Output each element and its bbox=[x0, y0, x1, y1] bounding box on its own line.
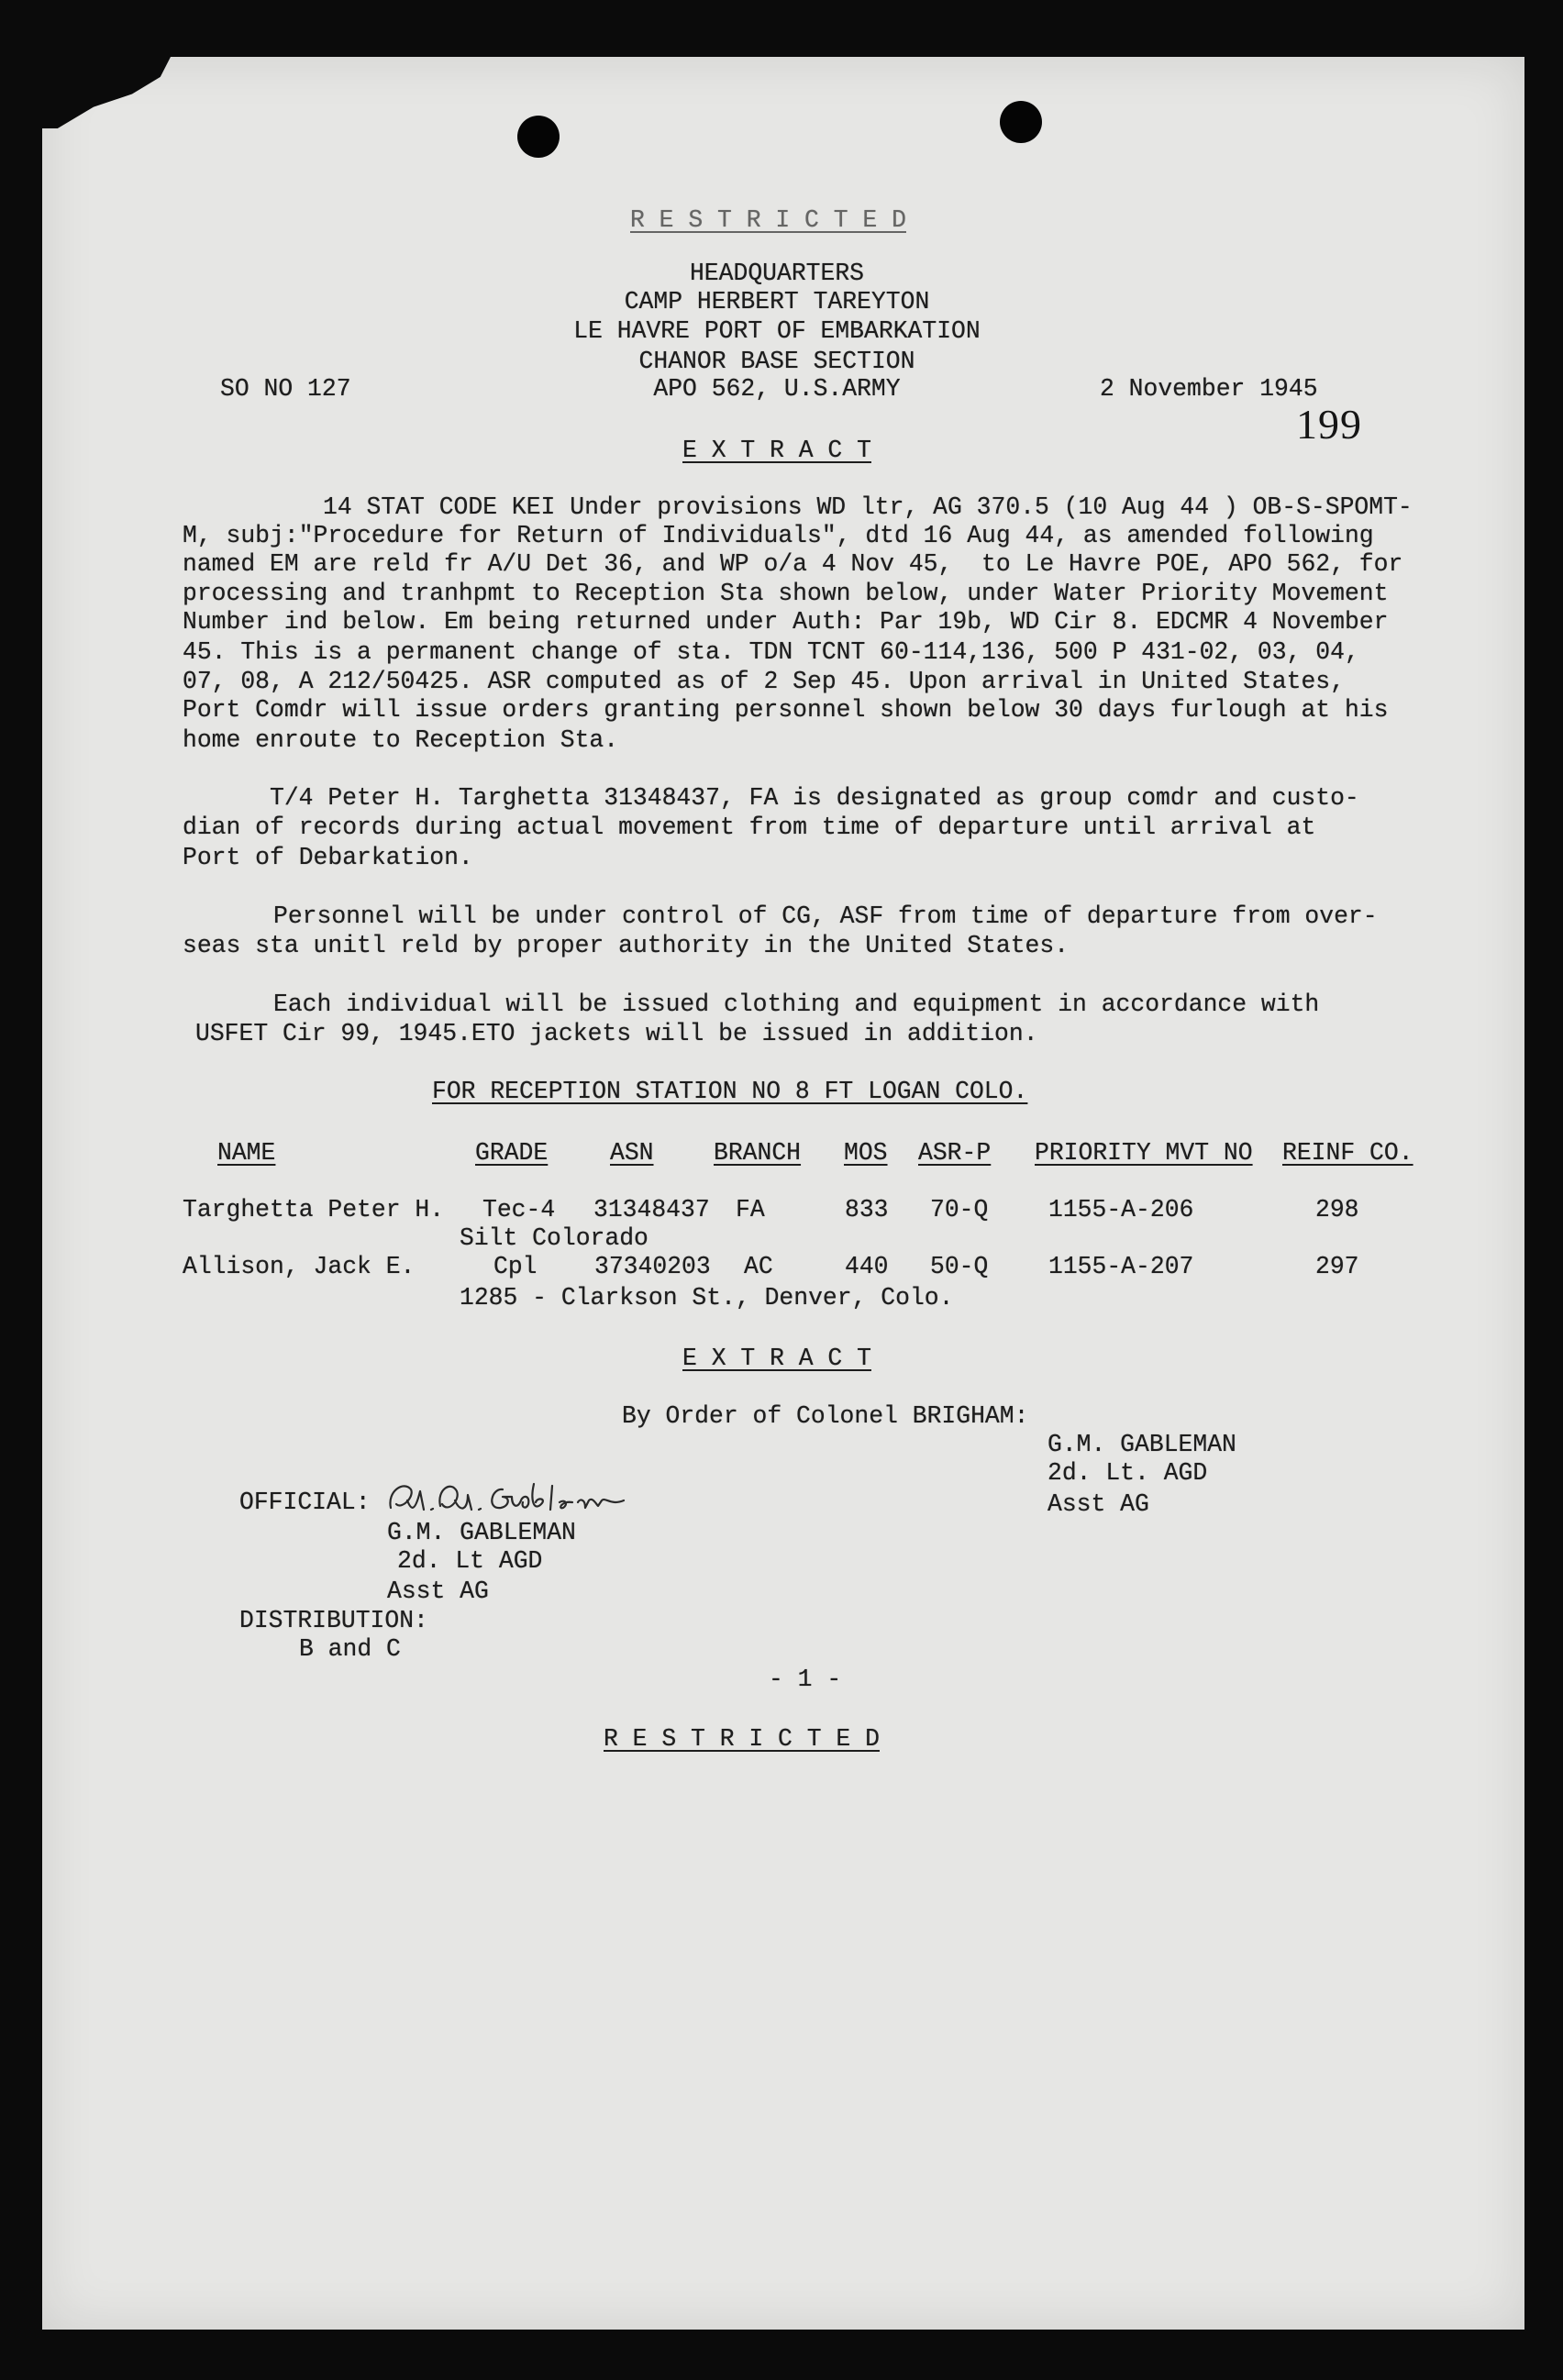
cell-grade: Tec-4 bbox=[482, 1196, 556, 1223]
cell-address: 1285 - Clarkson St., Denver, Colo. bbox=[460, 1284, 954, 1312]
cell-asr-p: 50-Q bbox=[930, 1253, 989, 1280]
paragraph-line: USFET Cir 99, 1945.ETO jackets will be issued in addition. bbox=[195, 1020, 1038, 1047]
paragraph-line: Each individual will be issued clothing and equipment in accordance with bbox=[273, 991, 1320, 1018]
paragraph-line: 07, 08, A 212/50425. ASR computed as of 2 Sep 45. Upon arrival in United States, bbox=[183, 668, 1345, 695]
column-header-reinf-co: REINF CO. bbox=[1282, 1139, 1413, 1167]
page-number: - 1 - bbox=[769, 1666, 842, 1693]
cell-reinf-co: 297 bbox=[1315, 1253, 1359, 1280]
distribution-value: B and C bbox=[299, 1635, 401, 1663]
paragraph-line: processing and tranhpmt to Reception Sta shown below, under Water Priority Movement bbox=[183, 580, 1389, 607]
cell-priority-mvt-no: 1155-A-207 bbox=[1048, 1253, 1194, 1280]
cell-branch: AC bbox=[744, 1253, 773, 1280]
official-name: G.M. GABLEMAN bbox=[387, 1519, 576, 1546]
cell-mos: 833 bbox=[845, 1196, 889, 1223]
cell-priority-mvt-no: 1155-A-206 bbox=[1048, 1196, 1194, 1223]
paragraph-line: seas sta unitl reld by proper authority in the United States. bbox=[183, 932, 1070, 959]
cell-reinf-co: 298 bbox=[1315, 1196, 1359, 1223]
cell-branch: FA bbox=[736, 1196, 765, 1223]
paragraph-line: named EM are reld fr A/U Det 36, and WP o/a 4 Nov 45, to Le Havre POE, APO 562, for bbox=[183, 550, 1403, 578]
signer-title: Asst AG bbox=[1048, 1490, 1149, 1518]
column-header-asn: ASN bbox=[610, 1139, 654, 1167]
paragraph-line: dian of records during actual movement from time of departure until arrival at bbox=[183, 814, 1316, 841]
cell-mos: 440 bbox=[845, 1253, 889, 1280]
header-line: CAMP HERBERT TAREYTON bbox=[624, 288, 930, 315]
classification-bottom: R E S T R I C T E D bbox=[604, 1725, 880, 1753]
order-date: 2 November 1945 bbox=[1100, 375, 1318, 403]
order-number: SO NO 127 bbox=[220, 375, 351, 403]
official-title: Asst AG bbox=[387, 1577, 489, 1605]
paragraph-line: M, subj:"Procedure for Return of Individuals", dtd 16 Aug 44, as amended following bbox=[183, 522, 1374, 549]
by-order-line: By Order of Colonel BRIGHAM: bbox=[622, 1402, 1029, 1430]
signer-name: G.M. GABLEMAN bbox=[1048, 1431, 1236, 1458]
column-header-asr-p: ASR-P bbox=[918, 1139, 992, 1167]
punch-hole-right bbox=[1000, 101, 1042, 143]
cell-asn: 31348437 bbox=[593, 1196, 710, 1223]
apo-line: APO 562, U.S.ARMY bbox=[653, 375, 901, 403]
paragraph-line: 14 STAT CODE KEI Under provisions WD ltr, AG 370.5 (10 Aug 44 ) OB-S-SPOMT- bbox=[323, 493, 1413, 521]
page-stamp-number: 199 bbox=[1296, 401, 1362, 448]
official-label: OFFICIAL: bbox=[239, 1489, 371, 1516]
column-header-grade: GRADE bbox=[475, 1139, 549, 1167]
extract-heading: E X T R A C T bbox=[682, 437, 871, 464]
handwritten-signature bbox=[383, 1473, 631, 1524]
classification-top: R E S T R I C T E D bbox=[630, 206, 906, 234]
punch-hole-left bbox=[517, 116, 560, 158]
paragraph-line: Port of Debarkation. bbox=[183, 844, 473, 871]
distribution-label: DISTRIBUTION: bbox=[239, 1607, 428, 1634]
column-header-mos: MOS bbox=[844, 1139, 888, 1167]
header-line: HEADQUARTERS bbox=[689, 260, 865, 287]
paragraph-line: 45. This is a permanent change of sta. TDN TCNT 60-114,136, 500 P 431-02, 03, 04, bbox=[183, 638, 1359, 666]
extract-footer-heading: E X T R A C T bbox=[682, 1345, 871, 1372]
cell-address: Silt Colorado bbox=[460, 1224, 648, 1252]
paragraph-line: T/4 Peter H. Targhetta 31348437, FA is designated as group comdr and custo- bbox=[270, 784, 1359, 812]
cell-name: Allison, Jack E. bbox=[183, 1253, 416, 1280]
signer-rank: 2d. Lt. AGD bbox=[1048, 1459, 1208, 1487]
paragraph-line: Number ind below. Em being returned under Auth: Par 19b, WD Cir 8. EDCMR 4 November bbox=[183, 608, 1389, 636]
reception-station-heading: FOR RECEPTION STATION NO 8 FT LOGAN COLO. bbox=[432, 1078, 1028, 1105]
column-header-name: NAME bbox=[217, 1139, 276, 1167]
cell-asn: 37340203 bbox=[594, 1253, 711, 1280]
cell-name: Targhetta Peter H. bbox=[183, 1196, 445, 1223]
column-header-branch: BRANCH bbox=[714, 1139, 802, 1167]
official-rank: 2d. Lt AGD bbox=[397, 1547, 543, 1575]
cell-asr-p: 70-Q bbox=[930, 1196, 989, 1223]
header-line: LE HAVRE PORT OF EMBARKATION bbox=[573, 317, 981, 345]
paragraph-line: home enroute to Reception Sta. bbox=[183, 726, 619, 754]
paragraph-line: Personnel will be under control of CG, ASF from time of departure from over- bbox=[273, 902, 1378, 930]
column-header-priority-mvt-no: PRIORITY MVT NO bbox=[1035, 1139, 1253, 1167]
header-line: CHANOR BASE SECTION bbox=[638, 348, 915, 375]
paragraph-line: Port Comdr will issue orders granting personnel shown below 30 days furlough at his bbox=[183, 696, 1389, 724]
cell-grade: Cpl bbox=[493, 1253, 538, 1280]
